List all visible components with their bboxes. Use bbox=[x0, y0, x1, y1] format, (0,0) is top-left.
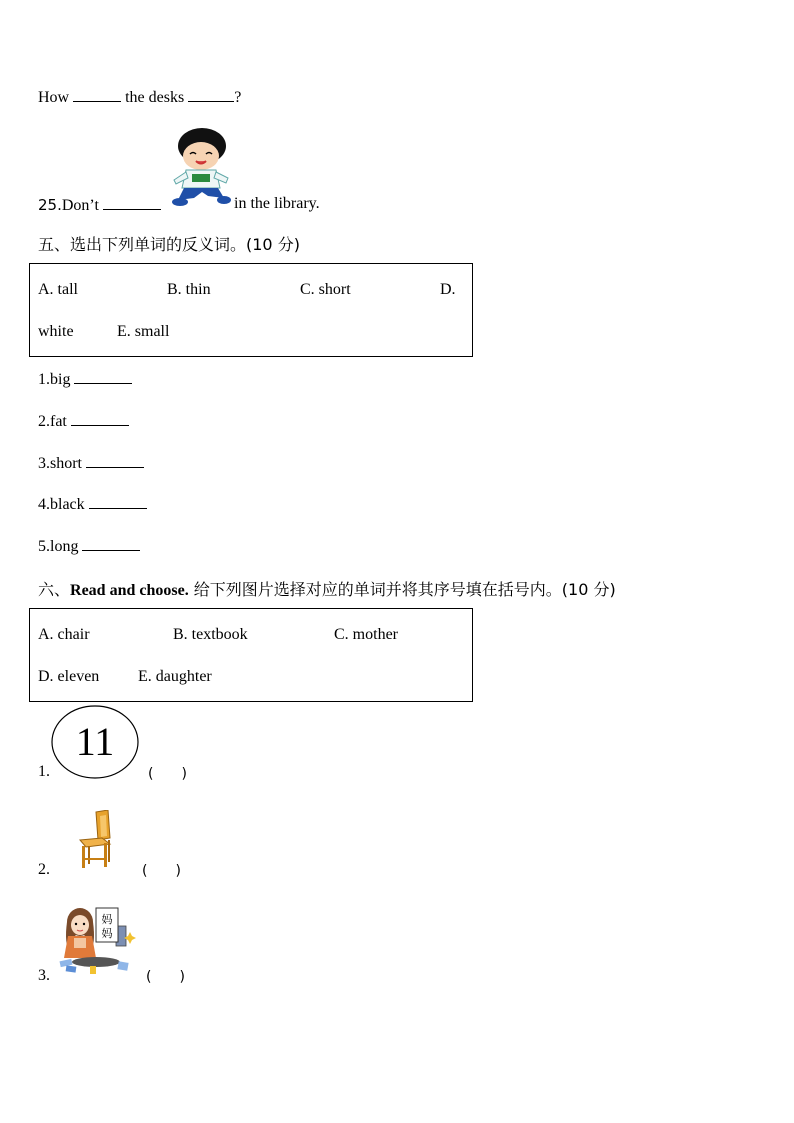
section-5-question bbox=[38, 453, 144, 473]
answer-parentheses[interactable]: ( ) bbox=[146, 969, 185, 985]
question-24-line bbox=[38, 87, 241, 107]
section-5-question bbox=[38, 494, 147, 514]
question-text: the desks bbox=[125, 89, 185, 106]
option-b: B. textbook bbox=[173, 626, 248, 643]
answer-blank[interactable] bbox=[188, 87, 234, 102]
question-text: ? bbox=[234, 89, 242, 106]
section-5-question bbox=[38, 369, 132, 389]
section-5-question bbox=[38, 536, 140, 556]
mother-image bbox=[56, 904, 136, 976]
question-text: 4.black bbox=[38, 496, 85, 513]
answer-parentheses[interactable]: ( ) bbox=[142, 863, 181, 879]
section-5-title: 五、选出下列单词的反义词。(10 分) bbox=[38, 235, 300, 254]
sign-text: 妈 bbox=[101, 913, 113, 926]
option-a: A. tall bbox=[38, 281, 78, 298]
answer-blank[interactable] bbox=[86, 453, 144, 468]
question-number: 25. bbox=[38, 196, 62, 214]
option-e: E. small bbox=[117, 323, 170, 340]
chair-image bbox=[76, 810, 114, 870]
image-number-text: 11 bbox=[75, 719, 115, 764]
option-c: C. mother bbox=[334, 626, 398, 643]
question-text: 5.long bbox=[38, 538, 79, 555]
section-6-title-prefix: 六、 bbox=[38, 580, 71, 599]
question-text: 3.short bbox=[38, 455, 82, 472]
option-c: C. short bbox=[300, 281, 351, 298]
option-d-word: white bbox=[38, 323, 74, 340]
option-b: B. thin bbox=[167, 281, 211, 298]
question-25-tail: in the library. bbox=[234, 195, 320, 212]
item-number: 3. bbox=[38, 967, 50, 984]
option-d: D. eleven bbox=[38, 668, 100, 685]
question-text: Don’t bbox=[61, 197, 99, 214]
section-6-option-box bbox=[29, 608, 473, 702]
option-e: E. daughter bbox=[138, 668, 212, 685]
number-eleven-circle-image bbox=[50, 704, 140, 780]
sign-text: 妈 bbox=[101, 927, 113, 940]
option-a: A. chair bbox=[38, 626, 90, 643]
question-text: 2.fat bbox=[38, 413, 67, 430]
jumping-boy-image bbox=[168, 126, 234, 210]
question-text: How bbox=[38, 89, 70, 106]
section-6-title bbox=[38, 577, 616, 600]
question-text: 1.big bbox=[38, 371, 71, 388]
answer-blank[interactable] bbox=[71, 411, 129, 426]
answer-parentheses[interactable]: ( ) bbox=[148, 766, 187, 782]
answer-blank[interactable] bbox=[82, 536, 140, 551]
section-6-title-bold: Read and choose. bbox=[70, 582, 189, 599]
answer-blank[interactable] bbox=[103, 195, 161, 210]
option-d: D. bbox=[440, 281, 456, 298]
answer-blank[interactable] bbox=[74, 369, 132, 384]
item-number: 2. bbox=[38, 861, 50, 878]
section-6-title-suffix: 给下列图片选择对应的单词并将其序号填在括号内。(10 分) bbox=[188, 580, 616, 599]
section-5-question bbox=[38, 411, 129, 431]
answer-blank[interactable] bbox=[89, 494, 147, 509]
answer-blank[interactable] bbox=[73, 87, 121, 102]
section-5-option-box bbox=[29, 263, 473, 357]
item-number: 1. bbox=[38, 763, 50, 780]
question-25-line bbox=[38, 195, 161, 215]
